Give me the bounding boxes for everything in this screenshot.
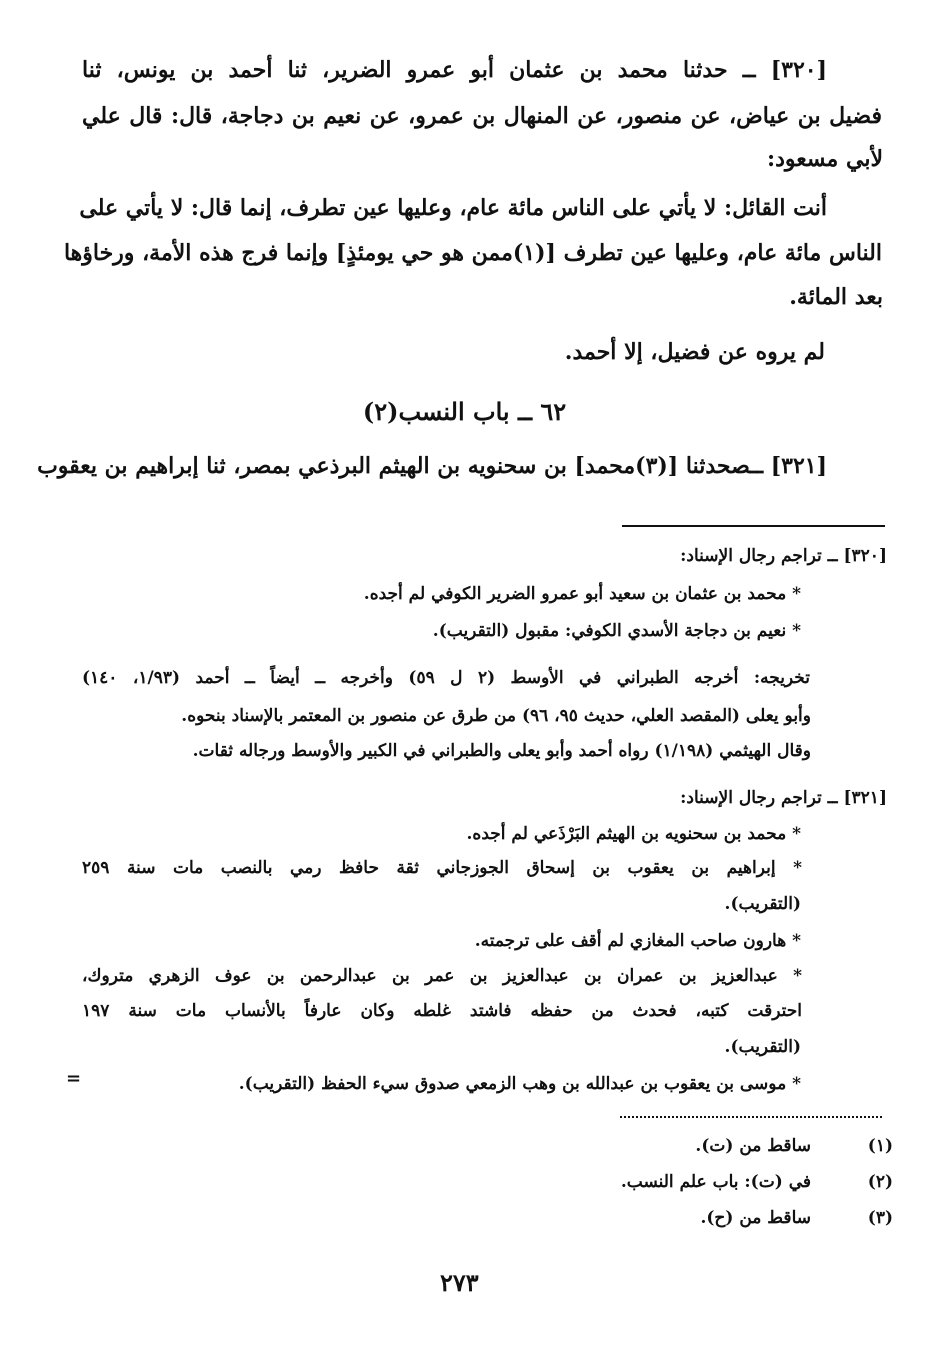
main-line: [٣٢١] ــصحدثنا [(٣)محمد] بن سحنويه بن الهيثم البرذعي بمصر، ثنا إبراهيم بن يعقوب bbox=[37, 453, 827, 479]
footnote-text: في (ت): باب علم النسب. bbox=[620, 1172, 811, 1192]
footnote-text: ساقط من (ح). bbox=[700, 1208, 811, 1228]
takhrij-line: وأبو يعلى (المقصد العلي، حديث ٩٥، ٩٦) من طرق عن منصور بن المعتمر بالإسناد بنحوه. bbox=[181, 706, 811, 726]
footnote-number: (٣) bbox=[867, 1208, 893, 1228]
note-item: * إبراهيم بن يعقوب بن إسحاق الجوزجاني ثقة حافظ رمي بالنصب مات سنة ٢٥٩ bbox=[82, 858, 802, 878]
footnote-text: ساقط من (ت). bbox=[695, 1136, 811, 1156]
note-title: [٣٢٠] ــ تراجم رجال الإسناد: bbox=[680, 546, 887, 566]
note-title: [٣٢١] ــ تراجم رجال الإسناد: bbox=[680, 788, 887, 808]
note-item: * محمد بن عثمان بن سعيد أبو عمرو الضرير الكوفي لم أجده. bbox=[363, 584, 801, 604]
footnote-number: (١) bbox=[867, 1136, 893, 1156]
continuation-mark: = bbox=[66, 1068, 82, 1089]
takhrij-line: تخريجه: أخرجه الطبراني في الأوسط (٢ ل ٥٩) وأخرجه ــ أيضاً ــ أحمد (١/٩٣، ١٤٠) bbox=[82, 668, 811, 688]
note-item: * محمد بن سحنويه بن الهيثم البَرْذَعي لم أجده. bbox=[466, 824, 801, 844]
narration-note: لم يروه عن فضيل، إلا أحمد. bbox=[564, 339, 825, 365]
note-item: احترقت كتبه، فحدث من حفظه فاشتد غلطه وكان عارفاً بالأنساب مات سنة ١٩٧ bbox=[82, 1001, 802, 1021]
note-item: * عبدالعزيز بن عمران بن عبدالعزيز بن عمر بن عبدالرحمن بن عوف الزهري متروك، bbox=[82, 966, 802, 986]
main-line: أنت القائل: لا يأتي على الناس مائة عام، وعليها عين تطرف، إنما قال: لا يأتي على bbox=[79, 195, 827, 221]
main-line: بعد المائة. bbox=[789, 284, 883, 310]
footnotes-separator bbox=[620, 1116, 882, 1118]
page-number: ٢٧٣ bbox=[440, 1268, 479, 1297]
notes-separator bbox=[622, 525, 885, 527]
note-item: (التقريب). bbox=[724, 894, 801, 914]
main-line: لأبي مسعود: bbox=[767, 146, 883, 172]
note-item: * نعيم بن دجاجة الأسدي الكوفي: مقبول (التقريب). bbox=[432, 621, 801, 641]
note-item: (التقريب). bbox=[724, 1037, 801, 1057]
chapter-heading: ٦٢ ــ باب النسب(٢) bbox=[362, 397, 567, 426]
note-item: * موسى بن يعقوب بن عبدالله بن وهب الزمعي صدوق سيء الحفظ (التقريب). bbox=[238, 1074, 801, 1094]
main-line: الناس مائة عام، وعليها عين تطرف [(١)ممن هو حي يومئذٍ] وإنما فرج هذه الأمة، ورخاؤها bbox=[63, 240, 882, 266]
main-line: فضيل بن عياض، عن منصور، عن المنهال بن عمرو، عن نعيم بن دجاجة، قال: قال علي bbox=[82, 103, 882, 129]
footnote-number: (٢) bbox=[867, 1172, 893, 1192]
takhrij-line: وقال الهيثمي (١/١٩٨) رواه أحمد وأبو يعلى والطبراني في الكبير والأوسط ورجاله ثقات. bbox=[192, 741, 811, 761]
main-line: [٣٢٠] ــ حدثنا محمد بن عثمان أبو عمرو الضرير، ثنا أحمد بن يونس، ثنا bbox=[82, 57, 827, 83]
note-item: * هارون صاحب المغازي لم أقف على ترجمته. bbox=[474, 931, 801, 951]
